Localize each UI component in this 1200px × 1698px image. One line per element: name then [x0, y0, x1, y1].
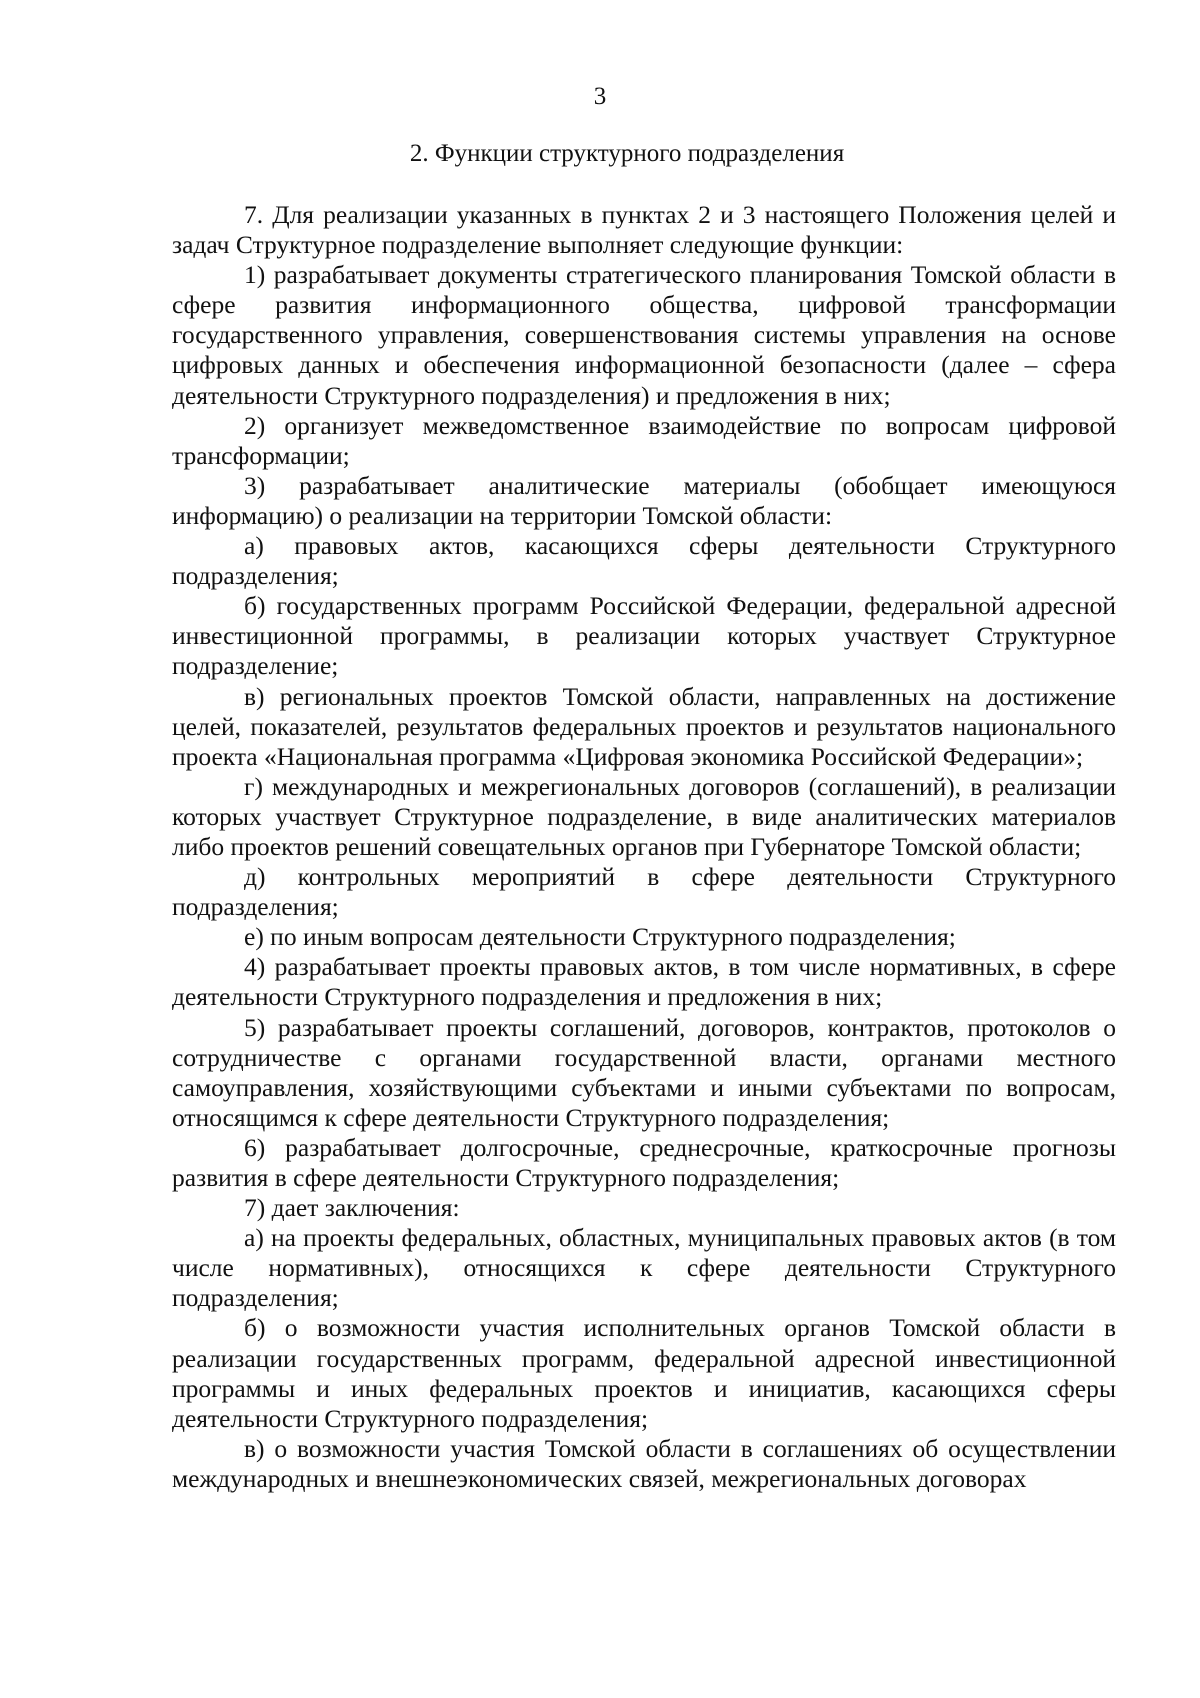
section-title: 2. Функции структурного подразделения — [409, 140, 845, 167]
paragraph-item-7v: в) о возможности участия Томской области в соглашениях об осуществлении международных и внешнеэкономических связей, межрегиональных договорах — [172, 1433, 1116, 1493]
paragraph-item-7a: а) на проекты федеральных, областных, муниципальных правовых актов (в том числе нормативных), относящихся к сфере деятельности Структурного подразделения; — [172, 1223, 1116, 1313]
paragraph-item-3e: е) по иным вопросам деятельности Структурного подразделения; — [244, 922, 956, 952]
paragraph-item-3: 3) разрабатывает аналитические материалы (обобщает имеющуюся информацию) о реализации на территории Томской области: — [172, 470, 1116, 530]
paragraph-item-4: 4) разрабатывает проекты правовых актов, в том числе нормативных, в сфере деятельности Структурного подразделения и предложения в них; — [172, 952, 1116, 1012]
page-number: 3 — [593, 83, 607, 110]
paragraph-7: 7. Для реализации указанных в пунктах 2 и 3 настоящего Положения целей и задач Структурное подразделение выполняет следующие функции: — [172, 200, 1116, 260]
paragraph-item-3b: б) государственных программ Российской Федерации, федеральной адресной инвестиционной программы, в реализации которых участвует Структурное подразделение; — [172, 591, 1116, 681]
paragraph-item-3v: в) региональных проектов Томской области, направленных на достижение целей, показателей, результатов федеральных проектов и результатов национального проекта «Национальная программа «Цифровая экономика Российской Федерации»; — [172, 681, 1116, 771]
paragraph-item-6: 6) разрабатывает долгосрочные, среднесрочные, краткосрочные прогнозы развития в сфере деятельности Структурного подразделения; — [172, 1132, 1116, 1192]
paragraph-item-2: 2) организует межведомственное взаимодействие по вопросам цифровой трансформации; — [172, 410, 1116, 470]
paragraph-item-3a: а) правовых актов, касающихся сферы деятельности Структурного подразделения; — [172, 531, 1116, 591]
paragraph-item-3g: г) международных и межрегиональных договоров (соглашений), в реализации которых участвует Структурное подразделение, в виде аналитических материалов либо проектов решений совещательных органов при Губернаторе Томской области; — [172, 771, 1116, 861]
paragraph-item-3d: д) контрольных мероприятий в сфере деятельности Структурного подразделения; — [172, 862, 1116, 922]
paragraph-item-5: 5) разрабатывает проекты соглашений, договоров, контрактов, протоколов о сотрудничестве с органами государственной власти, органами местного самоуправления, хозяйствующими субъектами и иными субъектами по вопросам, относящимся к сфере деятельности Структурного подразделения; — [172, 1012, 1116, 1132]
document-body — [172, 200, 1116, 1494]
paragraph-item-1: 1) разрабатывает документы стратегического планирования Томской области в сфере развития информационного общества, цифровой трансформации государственного управления, совершенствования системы управления на основе цифровых данных и обеспечения информационной безопасности (далее – сфера деятельности Структурного подразделения) и предложения в них; — [172, 260, 1116, 410]
paragraph-item-7: 7) дает заключения: — [244, 1193, 460, 1223]
paragraph-item-7b: б) о возможности участия исполнительных органов Томской области в реализации государственных программ, федеральной адресной инвестиционной программы и иных федеральных проектов и инициатив, касающихся сферы деятельности Структурного подразделения; — [172, 1313, 1116, 1433]
